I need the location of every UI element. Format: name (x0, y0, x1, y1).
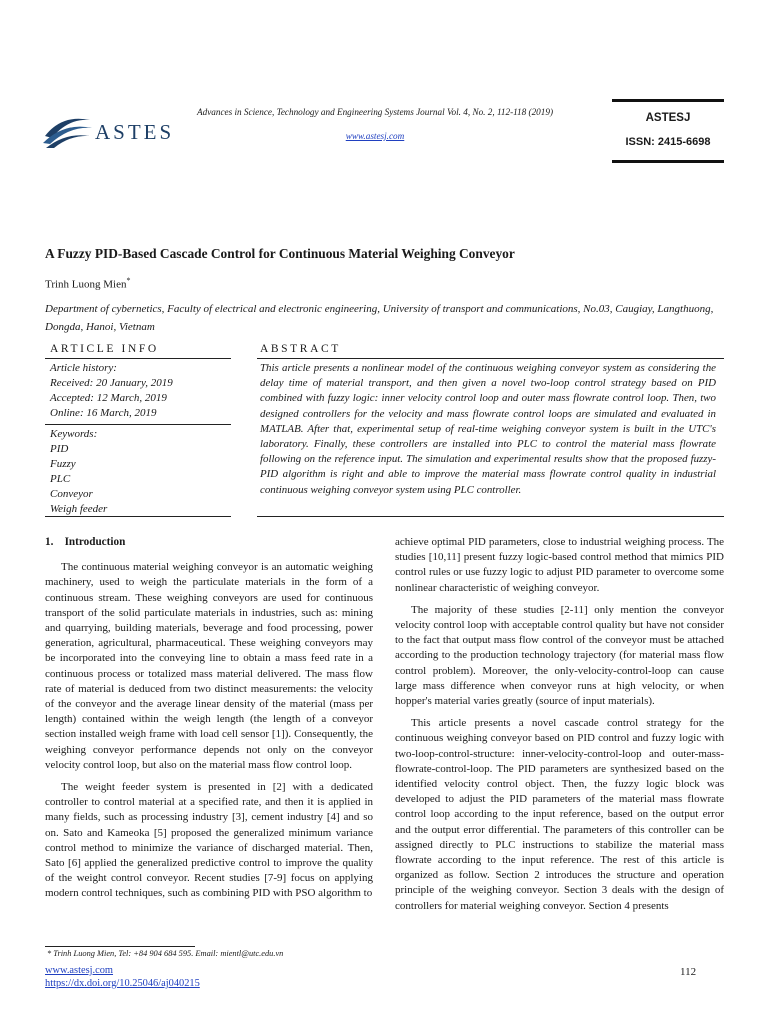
footer-website-link[interactable]: www.astesj.com (45, 965, 114, 976)
article-info-heading: ARTICLE INFO (50, 343, 159, 355)
journal-citation: Advances in Science, Technology and Engineering Systems Journal Vol. 4, No. 2, 112-118 (2019) (196, 107, 554, 117)
paragraph: achieve optimal PID parameters, close to industrial weighing process. The studies [10,11] present fuzzy logic-based control method that mimics PID control rules or use fuzzy logic to adjust PID parameter to overcome some nonlinear characteristic of weighing conveyor. (395, 536, 724, 594)
online-date: Online: 16 March, 2019 (50, 407, 157, 419)
divider (45, 516, 231, 517)
keyword: Conveyor (50, 488, 93, 500)
keywords-label: Keywords: (50, 428, 98, 440)
keywords-list (50, 427, 107, 517)
journal-url-link[interactable]: www.astesj.com (345, 131, 405, 141)
paragraph: This article presents a novel cascade control strategy for the continuous weighing conveyor based on PID control and fuzzy logic with two-loop-control-structure: inner-velocity-control-loop and outer-mass-flowrate-control-loop. The PID parameters are synthesized based on the identified velocity control object. Then, the fuzzy logic block was developed to adjust the PID parameters of the material mass flowrate control loop according to the input reference, based on the output error and the output error differential. The parameters of this controller can be assigned directly to PLC instructions to stabilize the material mass flowrate according to the input reference. The rest of this article is organized as follow. Section 2 introduces the structure and operation principle of the weighing conveyor. Section 3 deals with the design of controllers for material weighing conveyor. Section 4 presents (395, 717, 724, 912)
abstract-heading: ABSTRACT (260, 343, 341, 355)
divider (257, 358, 724, 359)
paragraph: The continuous material weighing conveyor is an automatic weighing machinery, used to weigh the particulate materials in the form of a continuous stream. These weighing conveyors are used for continuous transport of the solid particulate materials in industries, such as: mining and quarrying, building materials, beverage and food processing, power generation, agricultural, pharmaceutical. These weighing conveyors may be incorporated into the conveying line to obtain a mass feed rate in a continuous process or totalized mass material delivered. The mass flow rate of material is deduced from two distinct measurements: the velocity of the conveyor and the average linear density of the material (mass per length) contained within the weigh length (the length of a conveyor section installed weigh frame with load cell sensor [1]). Consequently, the weighing conveyor performance depends not only on the conveyor velocity control loop, but also on the material mass flow control loop. (45, 561, 373, 771)
footnote-rule (45, 946, 195, 947)
page-number: 112 (680, 966, 697, 978)
article-history (50, 361, 173, 421)
journal-abbrev: ASTESJ (645, 112, 691, 124)
author-line (45, 276, 131, 291)
keyword: Fuzzy (50, 458, 76, 470)
author-footnote-mark: * (126, 276, 131, 285)
section-heading: 1. Introduction (45, 536, 126, 548)
affiliation: Department of cybernetics, Faculty of electrical and electronic engineering, University of transport and communications, No.03, Caugiay, Langthuong, Dongda, Hanoi, Vietnam (45, 303, 714, 333)
doi-link[interactable]: https://dx.doi.org/10.25046/aj040215 (45, 978, 200, 989)
received-date: Received: 20 January, 2019 (50, 377, 173, 389)
keyword: PID (50, 443, 69, 455)
history-label: Article history: (50, 362, 117, 374)
issn: ISSN: 2415-6698 (625, 136, 711, 148)
divider (45, 358, 231, 359)
divider (257, 516, 724, 517)
author-name: Trinh Luong Mien (45, 278, 127, 291)
keyword: PLC (50, 473, 71, 485)
corresponding-author-footnote: * Trinh Luong Mien, Tel: +84 904 684 595. Email: mientl@utc.edu.vn (47, 949, 284, 958)
abstract-text: This article presents a nonlinear model of the continuous weighing conveyor system as considering the delay time of material transport, and then given a novel two-loop control strategy based on PID combined with fuzzy logic: inner velocity control loop and outer mass flowrate control loop. Then, two designed controllers for the velocity and mass flowrate control loops are simulated and evaluated in MATLAB. After that, experimental setup of real-time weighing conveyor system is built in the UTC's laboratory. Finally, these controllers are installed into PLC to control the material mass flowrate following on the reference input. The simulation and experimental results show that the proposed fuzzy-PID algorithm is right and able to improve the material mass flowrate control quality in industrial continuous weighing conveyor system using PLC controller. (260, 362, 716, 496)
paragraph: The weight feeder system is presented in [2] with a dedicated controller to control material at a specified rate, and then it is applied in many fields, such as processing industry [3], cement industry [4] and so on. Sato and Kameoka [5] proposed the generalized minimum variance control method to minimize the variance of discharged material. Then, Sato [6] applied the generalized predictive control to improve the quality of the weight control conveyor. Recent studies [7-9] focus on applying modern control techniques, such as combining PID with PSO algorithm to (45, 781, 373, 900)
paragraph: The majority of these studies [2-11] only mention the conveyor velocity control loop with acceptable control quality but have not consider to the fact that output mass flow control of the conveyor must be attached according to the production technology trajectory (for material mass flow control problem). Moreover, the only-velocity-control-loop can cause large mass difference when conveyor runs at high velocity, or when hopper's material varies greatly (source of input materials). (395, 603, 724, 708)
keyword: Weigh feeder (50, 503, 108, 515)
body-column-left (45, 535, 373, 909)
header-rule-bottom (612, 160, 724, 163)
paper-title: A Fuzzy PID-Based Cascade Control for Continuous Material Weighing Conveyor (45, 246, 515, 261)
divider (45, 424, 231, 425)
logo-text: ASTES (95, 120, 175, 144)
body-column-right (395, 535, 724, 921)
accepted-date: Accepted: 12 March, 2019 (50, 392, 167, 404)
header-rule-top (612, 99, 724, 102)
